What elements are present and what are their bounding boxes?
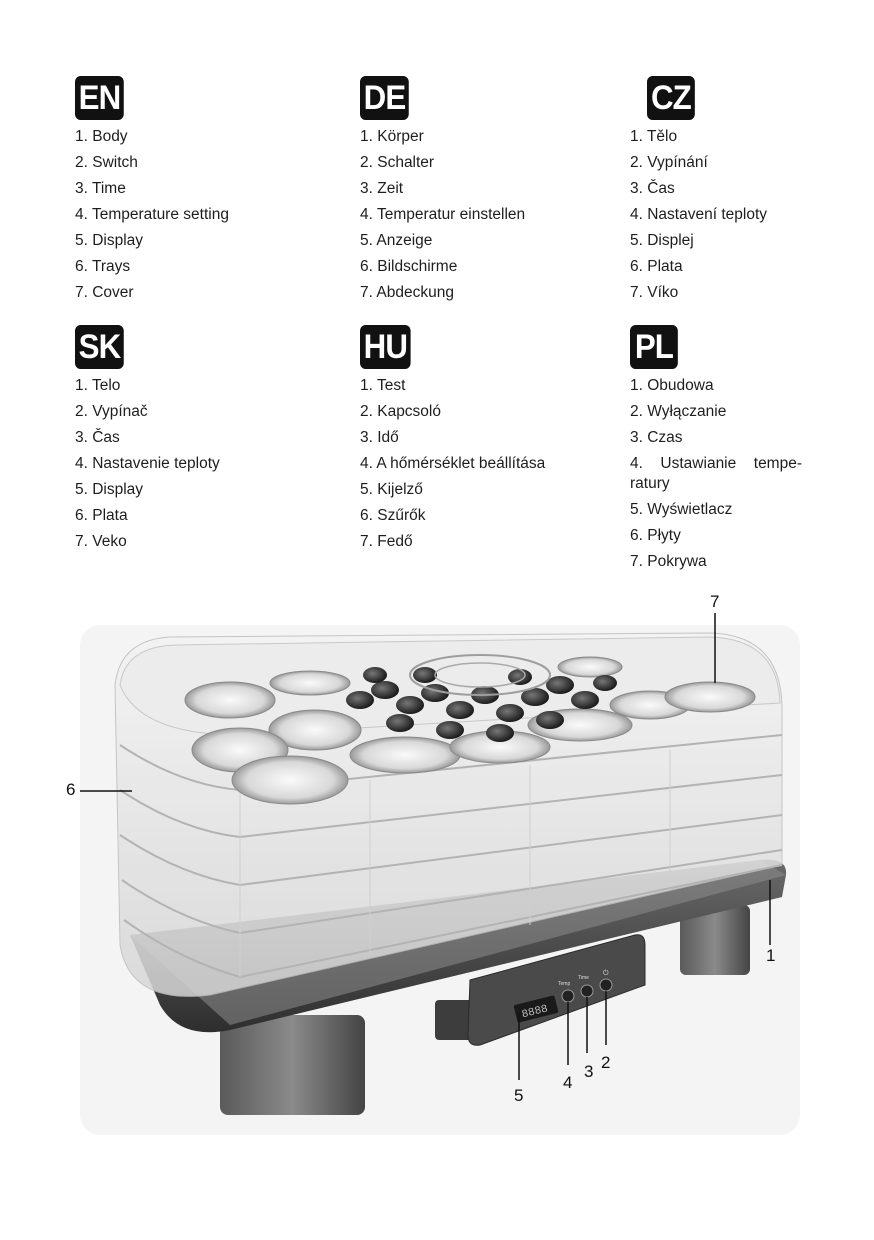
lang-badge-sk: SK	[75, 325, 124, 369]
part-item: 1. Obudowa	[630, 377, 714, 394]
lang-badge-de: DE	[360, 76, 409, 120]
callout-4: 4	[563, 1073, 573, 1092]
lang-block-en	[75, 76, 315, 306]
time-button	[581, 985, 593, 997]
part-item: 2. Vypínač	[75, 403, 148, 420]
part-item: 6. Plata	[75, 507, 128, 524]
part-item: 3. Čas	[630, 180, 675, 197]
part-item: 6. Bildschirme	[360, 258, 458, 275]
part-item: 7. Abdeckung	[360, 284, 454, 301]
part-item: 3. Idő	[360, 429, 399, 446]
lang-badge-en: EN	[75, 76, 124, 120]
part-item: 4. Temperatur einstellen	[360, 206, 526, 223]
callout-1: 1	[766, 946, 776, 965]
part-item: 3. Czas	[630, 429, 683, 446]
parts-list-cz	[630, 124, 870, 306]
lang-block-pl	[630, 325, 802, 575]
part-item: 7. Fedő	[360, 533, 413, 550]
part-item: 1. Körper	[360, 128, 424, 145]
part-item: 6. Plata	[630, 258, 683, 275]
part-item: 7. Veko	[75, 533, 127, 550]
lang-block-hu	[360, 325, 600, 555]
lang-block-sk	[75, 325, 315, 555]
part-item: 4. A hőmérséklet beállítása	[360, 455, 546, 472]
callout-3: 3	[584, 1062, 594, 1081]
lang-block-de	[360, 76, 600, 306]
parts-list-hu	[360, 373, 600, 555]
parts-list-de	[360, 124, 600, 306]
part-item: 1. Tělo	[630, 128, 678, 145]
power-icon: ⏻	[603, 970, 609, 977]
part-item: 5. Displej	[630, 232, 694, 249]
part-item: 1. Test	[360, 377, 406, 394]
part-item: 6. Szűrők	[360, 507, 426, 524]
part-item: 3. Time	[75, 180, 126, 197]
display-digits: 8888	[520, 1003, 550, 1022]
part-item: 7. Pokrywa	[630, 553, 707, 570]
power-button	[600, 979, 612, 991]
part-item: 5. Kijelző	[360, 481, 423, 498]
part-item: 7. Víko	[630, 284, 679, 301]
lang-badge-cz: CZ	[647, 76, 695, 120]
part-item: 7. Cover	[75, 284, 134, 301]
part-item: 5. Wyświetlacz	[630, 501, 733, 518]
lang-block-cz	[630, 76, 870, 306]
parts-list-sk	[75, 373, 315, 555]
part-item: 2. Vypínání	[630, 154, 708, 171]
part-item: 2. Wyłączanie	[630, 403, 727, 420]
part-item: 2. Switch	[75, 154, 138, 171]
callout-2: 2	[601, 1053, 611, 1072]
leg-front-left	[220, 1015, 365, 1115]
part-item: 4. Nastavení teploty	[630, 206, 767, 223]
part-item: 6. Trays	[75, 258, 131, 275]
parts-list-en	[75, 124, 315, 306]
part-item: 4. Ustawianie tempe-ratury	[630, 455, 802, 492]
part-item: 5. Display	[75, 232, 144, 249]
lang-badge-hu: HU	[360, 325, 411, 369]
part-item: 6. Płyty	[630, 527, 681, 544]
parts-list-pl	[630, 373, 802, 575]
part-item: 2. Schalter	[360, 154, 435, 171]
callout-5: 5	[514, 1086, 524, 1105]
part-item: 4. Nastavenie teploty	[75, 455, 220, 472]
part-item: 1. Body	[75, 128, 128, 145]
part-item: 5. Display	[75, 481, 144, 498]
panel-label-time: Time	[578, 975, 589, 981]
part-item: 2. Kapcsoló	[360, 403, 441, 420]
part-item: 5. Anzeige	[360, 232, 433, 249]
part-item: 3. Zeit	[360, 180, 404, 197]
lang-badge-pl: PL	[630, 325, 678, 369]
callout-6: 6	[66, 780, 76, 799]
part-item: 3. Čas	[75, 429, 120, 446]
part-item: 4. Temperature setting	[75, 206, 229, 223]
food-dehydrator-illustration	[60, 585, 820, 1145]
panel-label-temp: Temp	[558, 981, 571, 987]
temp-button	[562, 990, 574, 1002]
part-item: 1. Telo	[75, 377, 121, 394]
callout-7: 7	[710, 592, 720, 611]
